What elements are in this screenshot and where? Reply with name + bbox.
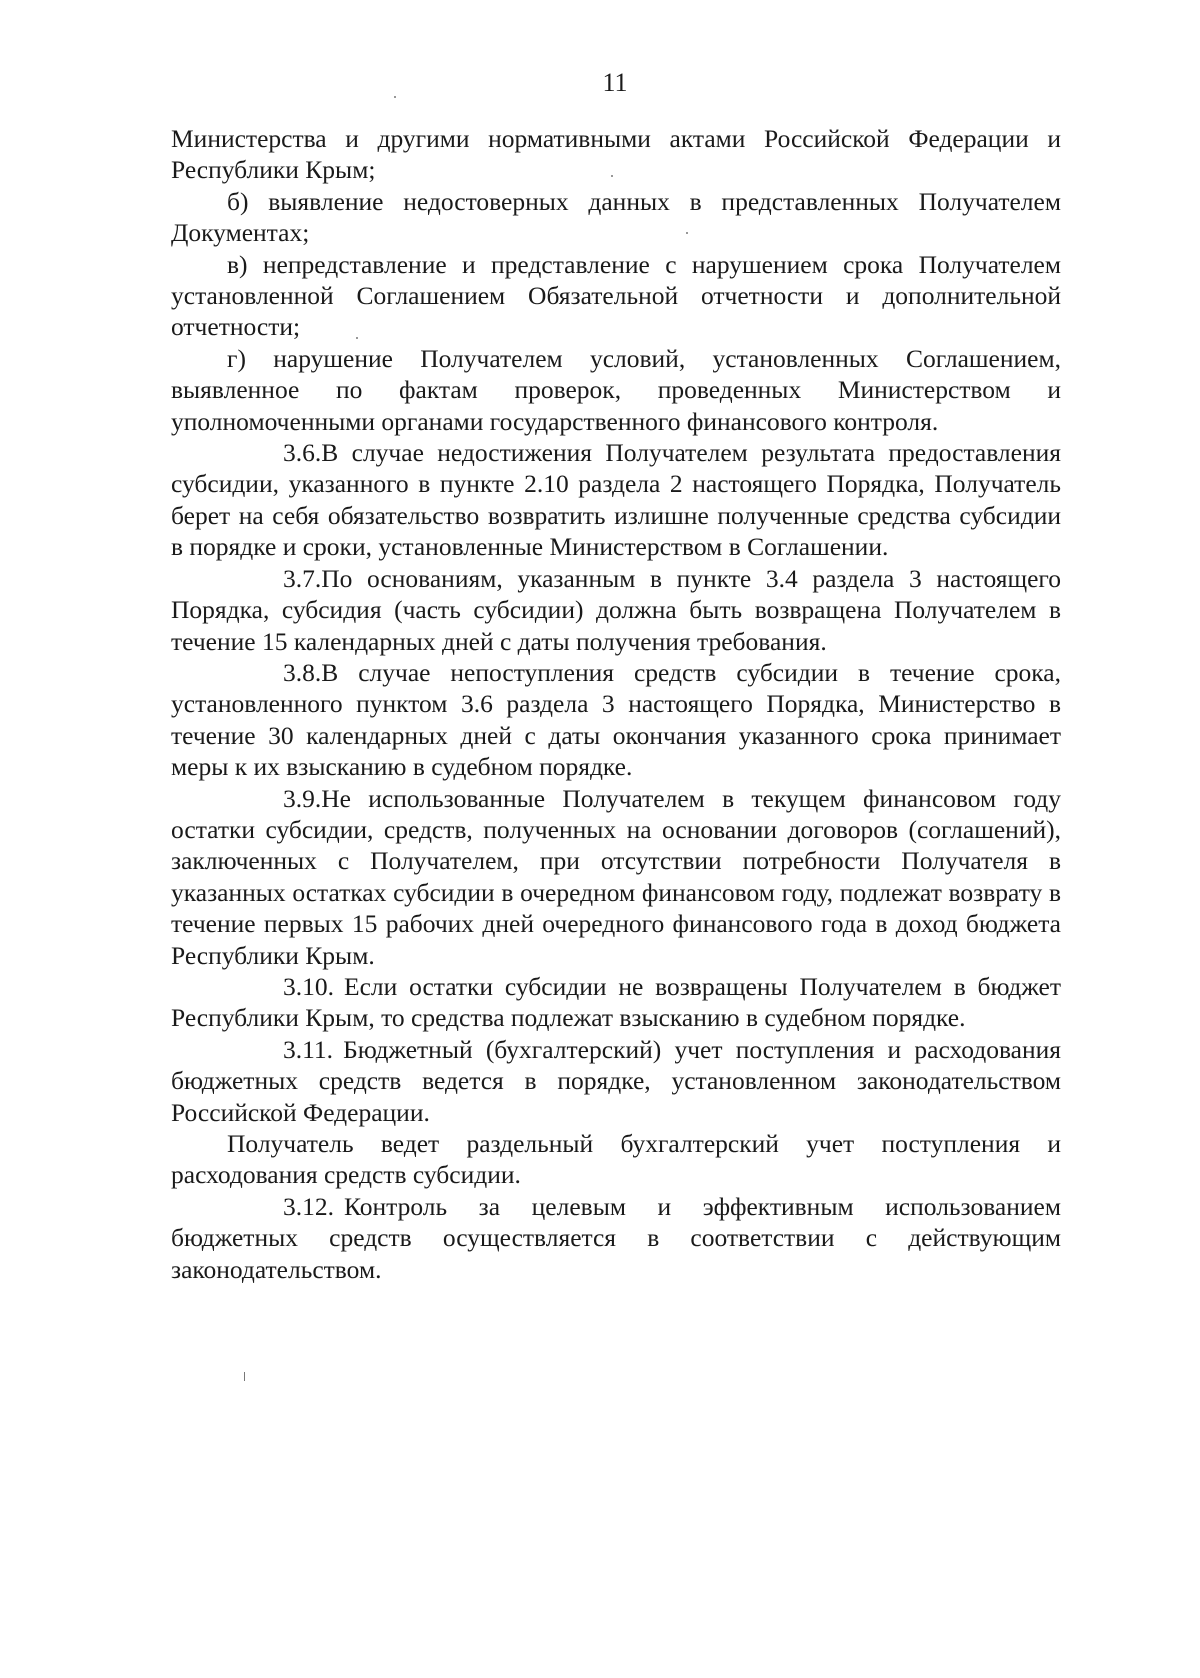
paragraph-text: В случае недостижения Получателем результата предоставления субсидии, указанного в пункте 2.10 раздела 2 настоящего Порядка, Получатель берет на себя обязательство возвратить излишне полученные средства субсидии в порядке и сроки, установленные Министерством в Соглашении.: [171, 438, 1061, 562]
paragraph-3-10: [171, 971, 1061, 1034]
scan-speck: [244, 1372, 245, 1381]
scan-speck: [356, 337, 358, 339]
paragraph-number: 3.6.: [283, 438, 322, 468]
paragraph-item-g: [171, 343, 1061, 437]
paragraph-number: 3.7.: [283, 563, 322, 593]
paragraph-text: Получатель ведет раздельный бухгалтерский учет поступления и расходования средств субсидии.: [171, 1129, 1061, 1190]
paragraph-3-8: [171, 657, 1061, 783]
paragraph-item-v: [171, 249, 1061, 343]
paragraph-text: В случае непоступления средств субсидии в течение срока, установленного пунктом 3.6 раздела 3 настоящего Порядка, Министерство в течение 30 календарных дней с даты окончания указанного срока принимает меры к их взысканию в судебном порядке.: [171, 657, 1061, 782]
paragraph-text: г) нарушение Получателем условий, установленных Соглашением, выявленное по фактам проверок, проведенных Министерством и уполномоченными органами государственного финансового контроля.: [171, 343, 1061, 436]
paragraph-text: Бюджетный (бухгалтерский) учет поступления и расходования бюджетных средств ведется в порядке, установленном законодательством Российской Федерации.: [171, 1034, 1061, 1127]
paragraph-number: 3.12.: [283, 1191, 334, 1221]
paragraph-text: б) выявление недостоверных данных в представленных Получателем Документах;: [171, 186, 1061, 248]
paragraph-number: 3.8.: [283, 657, 322, 687]
document-body: [171, 123, 1061, 1285]
paragraph-3-12: [171, 1191, 1061, 1285]
scan-speck: [611, 175, 613, 177]
paragraph-3-9: [171, 783, 1061, 971]
paragraph-3-11: [171, 1034, 1061, 1128]
scan-speck: [394, 96, 396, 98]
paragraph-number: 3.9.: [283, 783, 322, 813]
paragraph-number: 3.11.: [283, 1034, 334, 1064]
paragraph-text: По основаниям, указанным в пункте 3.4 раздела 3 настоящего Порядка, субсидия (часть субсидии) должна быть возвращена Получателем в течение 15 календарных дней с даты получения требования.: [171, 563, 1061, 656]
paragraph-text: в) непредставление и представление с нарушением срока Получателем установленной Соглашением Обязательной отчетности и дополнительной отчетности;: [171, 249, 1061, 342]
paragraph-continuation: [171, 123, 1061, 186]
paragraph-item-b: [171, 186, 1061, 249]
paragraph-text: Министерства и другими нормативными актами Российской Федерации и Республики Крым;: [171, 124, 1061, 185]
paragraph-accounting: [171, 1128, 1061, 1191]
paragraph-3-7: [171, 563, 1061, 657]
scan-speck: [686, 232, 688, 234]
page-number: 11: [602, 68, 628, 97]
paragraph-3-6: [171, 437, 1061, 563]
paragraph-text: Контроль за целевым и эффективным использованием бюджетных средств осуществляется в соответствии с действующим законодательством.: [171, 1191, 1061, 1284]
paragraph-number: 3.10.: [283, 971, 334, 1001]
paragraph-text: Если остатки субсидии не возвращены Получателем в бюджет Республики Крым, то средства подлежат взысканию в судебном порядке.: [171, 971, 1061, 1033]
paragraph-text: Не использованные Получателем в текущем финансовом году остатки субсидии, средств, полученных на основании договоров (соглашений), заключенных с Получателем, при отсутствии потребности Получателя в указанных остатках субсидии в очередном финансовом году, подлежат возврату в течение первых 15 рабочих дней очередного финансового года в доход бюджета Республики Крым.: [171, 783, 1061, 970]
